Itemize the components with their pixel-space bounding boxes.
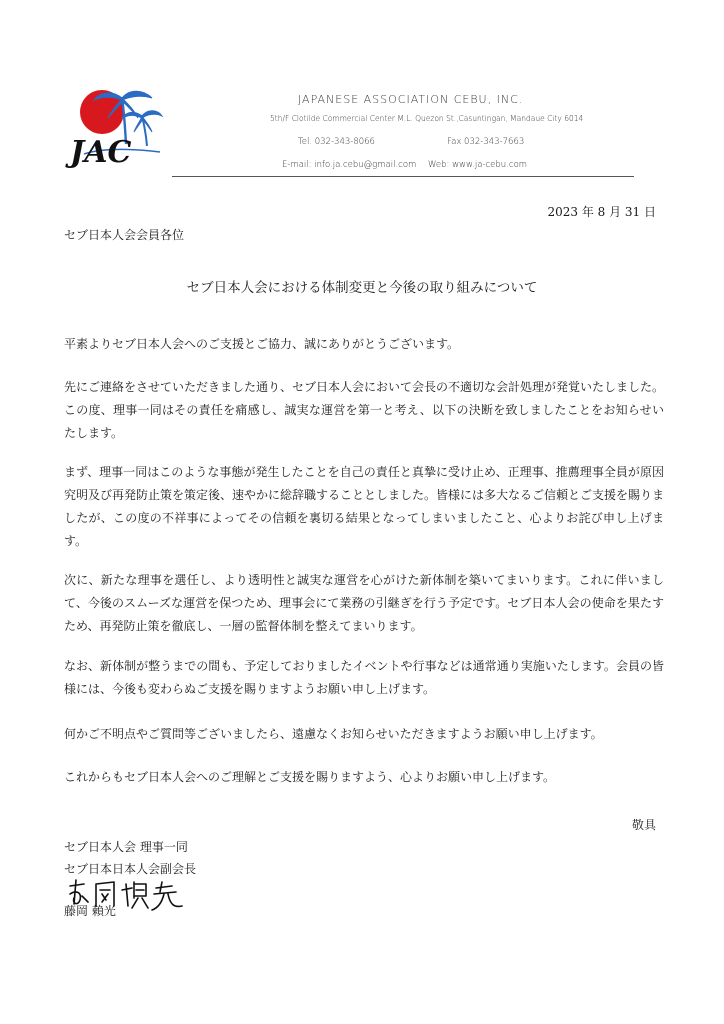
paragraph-events: なお、新体制が整うまでの間も、予定しておりましたイベントや行事などは通常通り実施いたします。会員の皆様には、今後も変わらぬご支援を賜りますようお願い申し上げます。 xyxy=(64,659,664,696)
letter-date: 2023 年 8 月 31 日 xyxy=(547,205,656,219)
org-email: E-mail: info.ja.cebu@gmail.com xyxy=(282,160,417,170)
paragraph-new-structure: 次に、新たな理事を選任し、より透明性と誠実な運営を心がけた新体制を築いてまいります。これに伴いまして、今後のスムーズな運営を保つため、理事会にて業務の引継ぎを行う予定です。セブ日本人会の使命を果たすため、再発防止策を徹底し、一層の監督体制を整えてまいります。 xyxy=(64,573,664,633)
letterhead-divider xyxy=(172,176,634,177)
paragraph-resignation: まず、理事一同はこのような事態が発生したことを自己の責任と真摯に受け止め、正理事、推薦理事全員が原因究明及び再発防止策を策定後、速やかに総辞職することとしました。皆様には多大なるご信頼とご支援を賜りましたが、この度の不祥事によってその信頼を裏切る結果となってしまいましたこと、心よりお詫び申し上げます。 xyxy=(64,465,665,548)
jac-logo xyxy=(64,86,164,168)
org-address: 5th/F Clotilde Commercial Center M.L. Quezon St.,Casuntingan, Mandaue City 6014 xyxy=(270,114,584,123)
org-tel: Tel. 032-343-8066 xyxy=(298,137,375,147)
paragraph-contact: 何かご不明点やご質問等ございましたら、遠慮なくお知らせいただきますようお願い申し上げます。 xyxy=(64,727,603,741)
org-name: JAPANESE ASSOCIATION CEBU, INC. xyxy=(298,93,524,106)
signatory-name: 藤岡 賴光 xyxy=(64,904,116,918)
signatory-group: セブ日本人会 理事一同 xyxy=(64,840,188,854)
letter-title: セブ日本人会における体制変更と今後の取り組みについて xyxy=(186,280,538,296)
paragraph-closing-request: これからもセブ日本人会へのご理解とご支援を賜りますよう、心よりお願い申し上げます。 xyxy=(64,770,556,784)
org-fax: Fax 032-343-7663 xyxy=(447,137,525,147)
signatory-role: セブ日本日本人会副会長 xyxy=(64,862,197,876)
addressee: セブ日本人会会員各位 xyxy=(64,228,185,242)
closing-phrase: 敬具 xyxy=(631,818,656,832)
logo-text: JAC xyxy=(70,135,132,168)
paragraph-greeting: 平素よりセブ日本人会へのご支援とご協力、誠にありがとうございます。 xyxy=(64,337,460,351)
org-web: Web: www.ja-cebu.com xyxy=(428,160,528,170)
paragraph-notice: 先にご連絡をさせていただきました通り、セブ日本人会において会長の不適切な会計処理が発覚いたしました。この度、理事一同はその責任を痛感し、誠実な運営を第一と考え、以下の決断を致しましたことをお知らせいたします。 xyxy=(64,380,665,440)
